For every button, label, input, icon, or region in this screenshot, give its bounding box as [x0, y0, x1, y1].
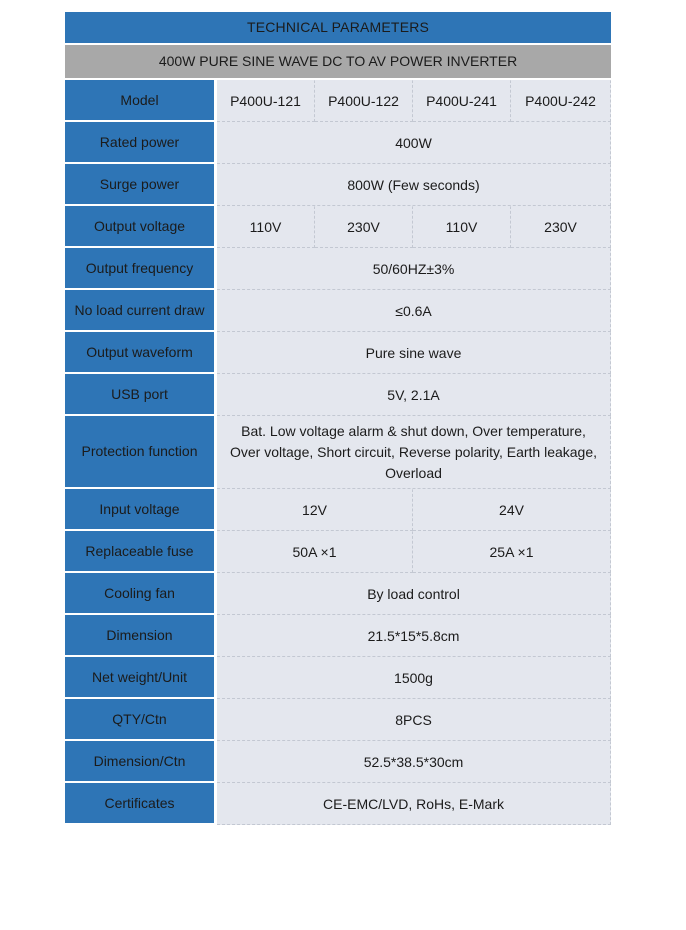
spec-label-cell: Surge power: [65, 164, 217, 206]
spec-value-cell: 800W (Few seconds): [217, 164, 611, 206]
spec-label-cell: Dimension/Ctn: [65, 741, 217, 783]
table-row: [65, 531, 611, 573]
spec-value-cell: 50A ×1: [217, 531, 413, 573]
spec-value-cell: P400U-122: [315, 80, 413, 122]
spec-label-cell: Rated power: [65, 122, 217, 164]
spec-label-cell: Replaceable fuse: [65, 531, 217, 573]
table-title-row: [65, 12, 611, 45]
spec-rows: [65, 80, 611, 825]
technical-parameters-section: [65, 12, 611, 825]
table-row: [65, 206, 611, 248]
spec-value-cell: 50/60HZ±3%: [217, 248, 611, 290]
spec-label-cell: Protection function: [65, 416, 217, 489]
table-row: [65, 164, 611, 206]
spec-value-cell: 110V: [413, 206, 511, 248]
spec-label-cell: Cooling fan: [65, 573, 217, 615]
table-row: [65, 80, 611, 122]
table-row: [65, 573, 611, 615]
spec-value-cell: 24V: [413, 489, 611, 531]
spec-label-cell: Output frequency: [65, 248, 217, 290]
table-row: [65, 290, 611, 332]
spec-value-cell: ≤0.6A: [217, 290, 611, 332]
table-row: [65, 741, 611, 783]
spec-value-cell: 230V: [511, 206, 611, 248]
spec-label-cell: Dimension: [65, 615, 217, 657]
spec-value-cell: Bat. Low voltage alarm & shut down, Over temperature, Over voltage, Short circuit, Reverse polarity, Earth leakage, Overload: [217, 416, 611, 489]
table-title: TECHNICAL PARAMETERS: [65, 12, 611, 45]
spec-value-cell: Pure sine wave: [217, 332, 611, 374]
table-subtitle: 400W PURE SINE WAVE DC TO AV POWER INVERTER: [65, 45, 611, 80]
spec-label-cell: Input voltage: [65, 489, 217, 531]
spec-value-cell: P400U-242: [511, 80, 611, 122]
spec-value-cell: 8PCS: [217, 699, 611, 741]
table-row: [65, 122, 611, 164]
technical-parameters-table: [65, 12, 611, 825]
spec-label-cell: QTY/Ctn: [65, 699, 217, 741]
spec-label-cell: Model: [65, 80, 217, 122]
table-row: [65, 332, 611, 374]
table-row: [65, 416, 611, 489]
spec-value-cell: 230V: [315, 206, 413, 248]
table-subtitle-row: [65, 45, 611, 80]
spec-value-cell: 400W: [217, 122, 611, 164]
spec-value-cell: 110V: [217, 206, 315, 248]
table-row: [65, 699, 611, 741]
spec-value-cell: P400U-241: [413, 80, 511, 122]
spec-label-cell: Net weight/Unit: [65, 657, 217, 699]
spec-value-cell: 21.5*15*5.8cm: [217, 615, 611, 657]
spec-label-cell: Output voltage: [65, 206, 217, 248]
spec-label-cell: Output waveform: [65, 332, 217, 374]
table-row: [65, 248, 611, 290]
table-row: [65, 783, 611, 825]
spec-value-cell: 5V, 2.1A: [217, 374, 611, 416]
spec-label-cell: No load current draw: [65, 290, 217, 332]
spec-value-cell: 12V: [217, 489, 413, 531]
spec-value-cell: 1500g: [217, 657, 611, 699]
table-row: [65, 374, 611, 416]
spec-value-cell: CE-EMC/LVD, RoHs, E-Mark: [217, 783, 611, 825]
table-row: [65, 657, 611, 699]
table-row: [65, 489, 611, 531]
spec-value-cell: 25A ×1: [413, 531, 611, 573]
table-row: [65, 615, 611, 657]
spec-value-cell: P400U-121: [217, 80, 315, 122]
spec-value-cell: By load control: [217, 573, 611, 615]
spec-label-cell: Certificates: [65, 783, 217, 825]
spec-value-cell: 52.5*38.5*30cm: [217, 741, 611, 783]
spec-label-cell: USB port: [65, 374, 217, 416]
